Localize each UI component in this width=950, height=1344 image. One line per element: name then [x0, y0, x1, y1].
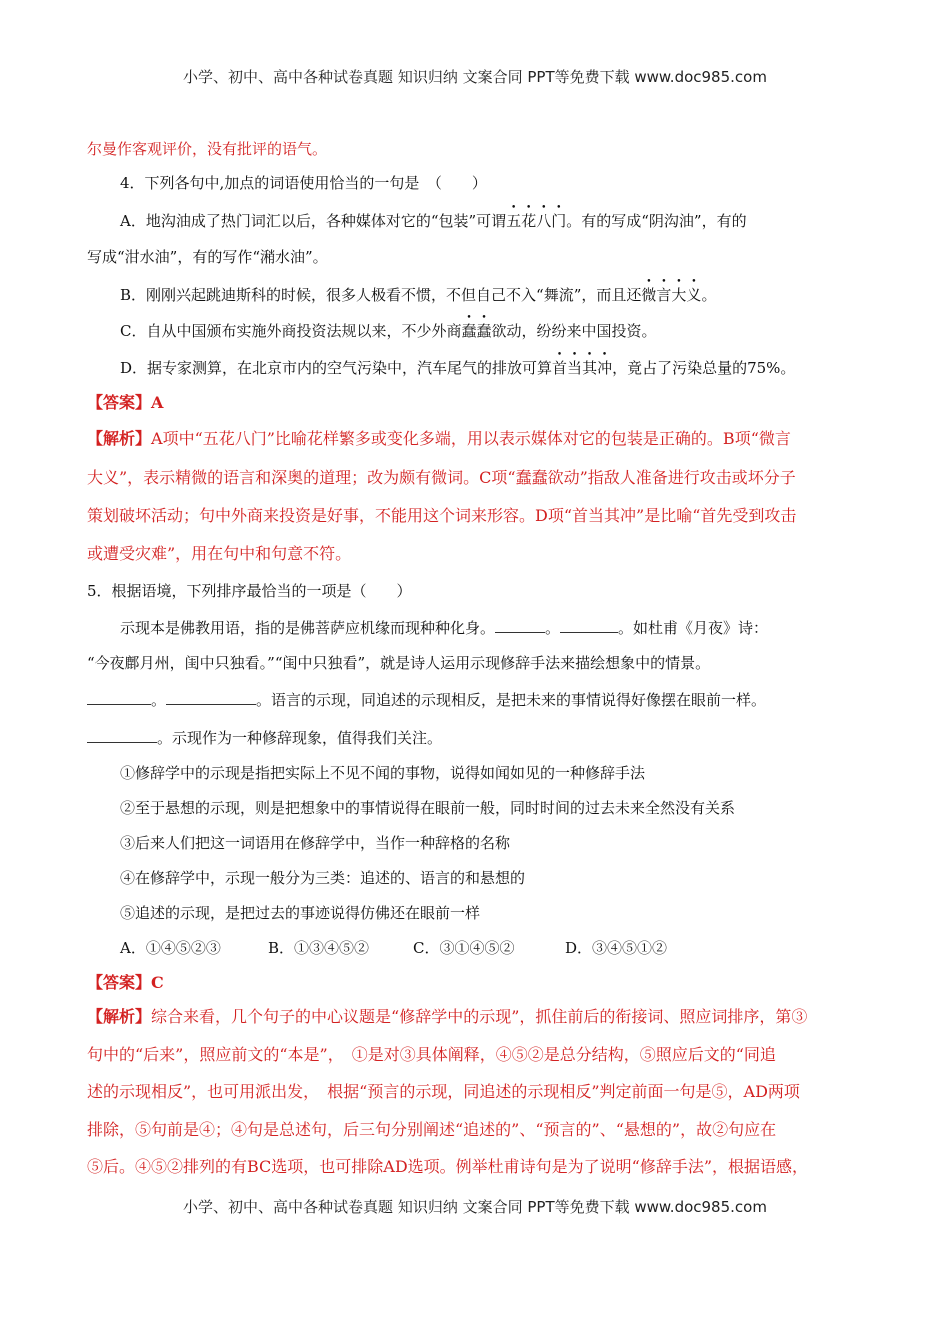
q4-option-a-text: A．地沟油成了热门词汇以后，各种媒体对它的“包装”可谓: [120, 212, 507, 230]
q5-explanation-line-5: ⑤后。④⑤②排列的有BC选项，也可排除AD选项。例举杜甫诗句是为了说明“修辞手法”，根据语感，: [87, 1157, 809, 1176]
passage-text: 。示现作为一种修辞现象，值得我们关注。: [157, 729, 443, 747]
q5-option-b: B．①③④⑤②: [268, 939, 370, 957]
q4-explanation-line-2: 大义”，表示精微的语言和深奥的道理；改为颇有微词。C项“蠢蠢欲动”指敌人准备进行攻击或坏分子: [87, 468, 796, 487]
q5-passage-line-1: [120, 617, 768, 639]
q4-option-c: [120, 320, 657, 342]
q4-explanation-line-3: 策划破坏活动；句中外商来投资是好事，不能用这个词来形容。D项“首当其冲”是比喻“首先受到攻击: [87, 506, 797, 525]
q5-passage-line-4: [87, 727, 442, 749]
q5-item-1: ①修辞学中的示现是指把实际上不见不闻的事物，说得如闻如见的一种修辞手法: [120, 764, 646, 782]
dotted-char: 五: [506, 212, 522, 230]
dotted-char: 义: [686, 286, 702, 304]
dotted-char: 大: [671, 286, 687, 304]
q5-explanation-line-3: 述的示现相反”，也可用派出发， 根据“预言的示现，同追述的示现相反”判定前面一句是⑤，AD两项: [87, 1082, 800, 1101]
answer-blank: [495, 618, 545, 633]
explanation-text: A项中“五花八门”比喻花样繁多或变化多端，用以表示媒体对它的包装是正确的。B项“微言: [151, 429, 791, 448]
q5-explanation-line-2: 句中的“后来”，照应前文的“本是”， ①是对③具体阐释，④⑤②是总分结构，⑤照应后文的“同追: [87, 1045, 776, 1064]
passage-text: 。: [151, 691, 167, 709]
question-5-stem: 5．根据语境，下列排序最恰当的一项是（ ）: [87, 582, 412, 600]
explanation-label: 【解析】: [87, 1007, 152, 1026]
q4-option-c-text-end: 欲动，纷纷来中国投资。: [491, 322, 657, 340]
dotted-char: 花: [521, 212, 537, 230]
q4-explanation-line-4: 或遭受灾难”，用在句中和句意不符。: [87, 544, 352, 563]
dotted-char: 当: [567, 359, 583, 377]
dotted-char: 门: [551, 212, 567, 230]
question-4-stem: 4．下列各句中,加点的词语使用恰当的一句是 （ ）: [120, 174, 487, 192]
q4-option-b: [120, 284, 716, 306]
dotted-char: 蠢: [476, 322, 492, 340]
q4-option-a-line-2: 写成“泔水油”，有的写作“潲水油”。: [87, 248, 328, 266]
q5-answer: [87, 972, 164, 994]
q4-option-b-text: B．刚刚兴起跳迪斯科的时候，很多人极看不惯，不但自己不入“舞流”，而且还: [120, 286, 642, 304]
q4-option-d-text-end: ，竟占了污染总量的75%。: [612, 359, 796, 377]
q5-option-a: A．①④⑤②③: [120, 939, 221, 957]
dotted-char: 其: [582, 359, 598, 377]
answer-blank: [560, 618, 618, 633]
explanation-label: 【解析】: [87, 429, 152, 448]
answer-value: C: [151, 973, 164, 992]
q4-explanation-line-1: [87, 428, 791, 450]
dotted-char: 首: [552, 359, 568, 377]
q5-item-2: ②至于悬想的示现，则是把想象中的事情说得在眼前一般，同时时间的过去未来全然没有关系: [120, 799, 736, 817]
answer-blank: [87, 690, 151, 705]
passage-text: 。如杜甫《月夜》诗：: [618, 619, 769, 637]
q4-option-b-text-end: 。: [701, 286, 717, 304]
dotted-char: 言: [656, 286, 672, 304]
q4-option-d: [120, 357, 795, 379]
answer-value: A: [151, 393, 164, 412]
q4-option-c-text: C．自从中国颁布实施外商投资法规以来，不少外商: [120, 322, 462, 340]
previous-explanation-tail: 尔曼作客观评价，没有批评的语气。: [87, 140, 328, 158]
page-footer: 小学、初中、高中各种试卷真题 知识归纳 文案合同 PPT等免费下载 www.doc985.com: [183, 1198, 767, 1216]
q4-option-a-text-end: 。有的写成“阴沟油”，有的: [566, 212, 747, 230]
q5-option-c: C．③①④⑤②: [413, 939, 515, 957]
passage-text: 。语言的示现，同追述的示现相反，是把未来的事情说得好像摆在眼前一样。: [256, 691, 767, 709]
q5-passage-line-2: “今夜鄜月州，闺中只独看。”“闺中只独看”，就是诗人运用示现修辞手法来描绘想象中的情景。: [87, 654, 711, 672]
passage-text: 。: [545, 619, 561, 637]
q5-explanation-line-4: 排除，⑤句前是④；④句是总述句，后三句分别阐述“追述的”、“预言的”、“悬想的”，故②句应在: [87, 1120, 777, 1139]
answer-blank: [166, 690, 256, 705]
answer-blank: [87, 728, 157, 743]
passage-text: 示现本是佛教用语，指的是佛菩萨应机缘而现种种化身。: [120, 619, 496, 637]
q5-item-3: ③后来人们把这一词语用在修辞学中，当作一种辞格的名称: [120, 834, 511, 852]
answer-label: 【答案】: [87, 393, 152, 412]
dotted-char: 微: [641, 286, 657, 304]
page-header: 小学、初中、高中各种试卷真题 知识归纳 文案合同 PPT等免费下载 www.doc985.com: [183, 68, 767, 86]
answer-label: 【答案】: [87, 973, 152, 992]
q5-option-d: D．③④⑤①②: [565, 939, 668, 957]
q4-option-a-line-1: [120, 210, 747, 232]
q5-passage-line-3: [87, 689, 766, 711]
dotted-char: 蠢: [461, 322, 477, 340]
dotted-char: 冲: [597, 359, 613, 377]
explanation-text: 综合来看，几个句子的中心议题是“修辞学中的示现”，抓住前后的衔接词、照应词排序，第③: [151, 1007, 808, 1026]
q5-item-5: ⑤追述的示现，是把过去的事迹说得仿佛还在眼前一样: [120, 904, 481, 922]
q4-option-d-text: D．据专家测算，在北京市内的空气污染中，汽车尾气的排放可算: [120, 359, 553, 377]
q5-item-4: ④在修辞学中，示现一般分为三类：追述的、语言的和悬想的: [120, 869, 526, 887]
q4-answer: [87, 392, 163, 414]
q5-explanation-line-1: [87, 1006, 807, 1028]
dotted-char: 八: [536, 212, 552, 230]
